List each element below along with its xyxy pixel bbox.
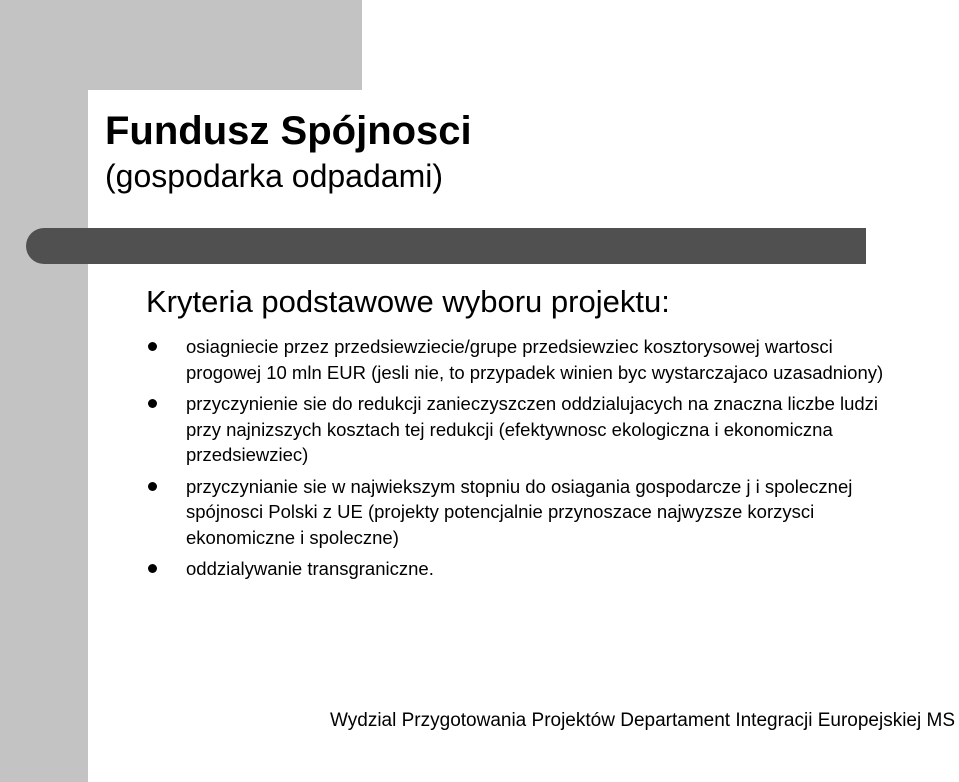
list-item-text: oddzialywanie transgraniczne. <box>186 558 434 579</box>
left-gray-panel <box>0 0 88 782</box>
footer-text: Wydzial Przygotowania Projektów Departament Integracji Europejskiej MS <box>330 710 955 731</box>
slide-title: Fundusz Spójnosci <box>105 109 472 153</box>
list-item <box>146 334 906 385</box>
title-block <box>105 106 905 196</box>
bullet-icon <box>148 482 157 491</box>
bullet-icon <box>148 342 157 351</box>
bullet-icon <box>148 564 157 573</box>
list-item <box>146 474 906 551</box>
slide-subtitle: (gospodarka odpadami) <box>105 158 443 194</box>
list-item <box>146 391 906 468</box>
list-item-text: przyczynianie sie w najwiekszym stopniu do osiagania gospodarcze j i spolecznej spójnosci Polski z UE (projekty potencjalnie przynoszace najwyzsze korzysci ekonomiczne i spoleczne) <box>186 475 853 548</box>
top-gray-panel <box>0 0 362 90</box>
section-heading: Kryteria podstawowe wyboru projektu: <box>146 284 670 319</box>
list-item <box>146 556 906 582</box>
list-item-text: przyczynienie sie do redukcji zanieczyszczen oddzialujacych na znaczna liczbe ludzi przy najnizszych kosztach tej redukcji (efektywnosc ekologiczna i ekonomiczna przedsiewziec) <box>186 393 879 465</box>
list-item-text: osiagniecie przez przedsiewziecie/grupe przedsiewziec kosztorysowej wartosci progowej 10 mln EUR (jesli nie, to przypadek winien byc wystarczajaco uzasadniony) <box>186 336 884 383</box>
bullet-icon <box>148 399 157 408</box>
divider-bar <box>26 228 866 264</box>
criteria-list <box>146 334 906 588</box>
